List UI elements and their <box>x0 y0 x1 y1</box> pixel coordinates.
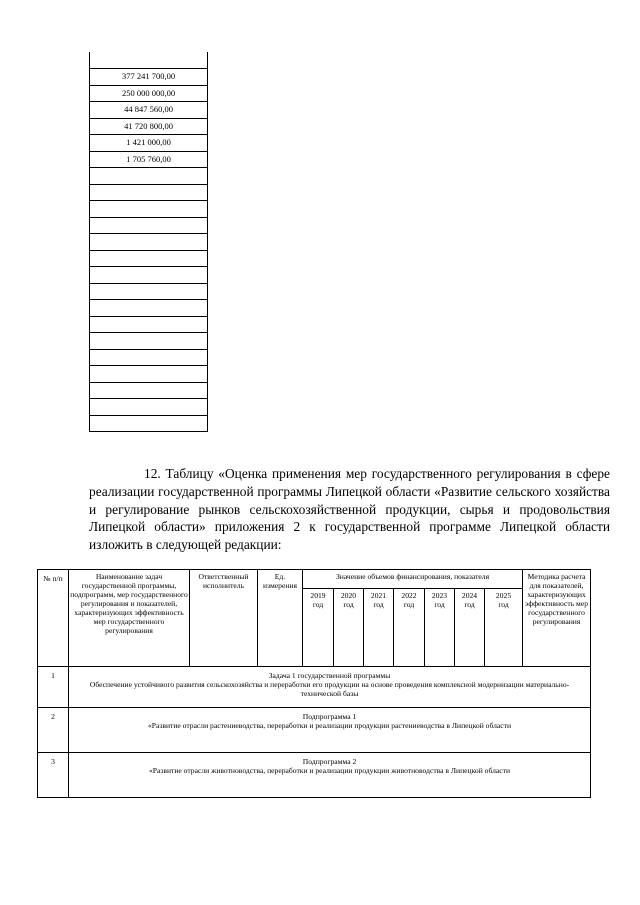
row-title: Задача 1 государственной программы <box>268 671 391 680</box>
table-cell <box>90 250 208 267</box>
header-year: 2022 год <box>394 589 425 667</box>
table-cell <box>90 52 208 69</box>
row-content <box>69 708 591 753</box>
header-year: 2024 год <box>455 589 485 667</box>
header-financing: Значение объемов финансирования, показателя <box>303 570 523 589</box>
table-cell <box>90 168 208 185</box>
row-content <box>69 753 591 798</box>
header-year: 2020 год <box>334 589 364 667</box>
row-title: Подпрограмма 2 <box>302 757 357 766</box>
table-cell <box>90 349 208 366</box>
row-text: «Развитие отрасли животноводства, переработки и реализации продукции животноводства в Липецкой области <box>148 766 511 775</box>
table-row <box>38 667 591 708</box>
header-name: Наименование задач государственной программы, подпрограмм, мер государственного регулирования и показателей, характеризующих эффективность мер государственного регулирования <box>69 570 190 667</box>
row-title: Подпрограмма 1 <box>302 712 357 721</box>
amendment-paragraph <box>89 465 610 553</box>
table-cell <box>90 267 208 284</box>
table-cell <box>90 300 208 317</box>
header-method: Методика расчета для показателей, характеризующих эффективность мер государственного регулирования <box>523 570 591 667</box>
row-text: Обеспечение устойчивого развития сельскохозяйства и переработки его продукции на основе проведения комплексной модернизации материально-технической базы <box>89 680 570 698</box>
header-unit: Ед. измерения <box>258 570 303 667</box>
table-cell <box>90 201 208 218</box>
table-cell: 250 000 000,00 <box>90 85 208 102</box>
table-cell <box>90 184 208 201</box>
header-year: 2021 год <box>364 589 394 667</box>
table-cell: 44 847 560,00 <box>90 102 208 119</box>
table-cell: 1 705 760,00 <box>90 151 208 168</box>
table-cell <box>90 399 208 416</box>
table-row <box>38 708 591 753</box>
row-content <box>69 667 591 708</box>
table-cell: 41 720 800,00 <box>90 118 208 135</box>
table-cell <box>90 283 208 300</box>
row-number: 3 <box>38 753 69 798</box>
table-cell <box>90 333 208 350</box>
table-cell <box>90 415 208 432</box>
header-year: 2019 год <box>303 589 334 667</box>
row-text: «Развитие отрасли растениеводства, переработки и реализации продукции растениеводства в Липецкой области <box>147 721 512 730</box>
table-cell <box>90 366 208 383</box>
header-num: № п/п <box>38 570 69 667</box>
regulation-measures-table <box>37 569 591 798</box>
row-number: 1 <box>38 667 69 708</box>
paragraph-text: 12. Таблицу «Оценка применения мер государственного регулирования в сфере реализации государственной программы Липецкой области «Развитие сельского хозяйства и регулирование рынков сельскохозяйственной продукции, сырья и продовольствия Липецкой области» приложения 2 к государственной программе Липецкой области изложить в следующей редакции: <box>89 466 610 552</box>
table-row <box>38 753 591 798</box>
table-cell: 1 421 000,00 <box>90 135 208 152</box>
row-number: 2 <box>38 708 69 753</box>
financing-values-table <box>89 52 208 432</box>
header-year: 2023 год <box>425 589 455 667</box>
table-cell: 377 241 700,00 <box>90 69 208 86</box>
table-cell <box>90 382 208 399</box>
header-year: 2025 год <box>485 589 523 667</box>
table-cell <box>90 234 208 251</box>
header-executor: Ответственный исполнитель <box>190 570 258 667</box>
table-cell <box>90 217 208 234</box>
table-cell <box>90 316 208 333</box>
